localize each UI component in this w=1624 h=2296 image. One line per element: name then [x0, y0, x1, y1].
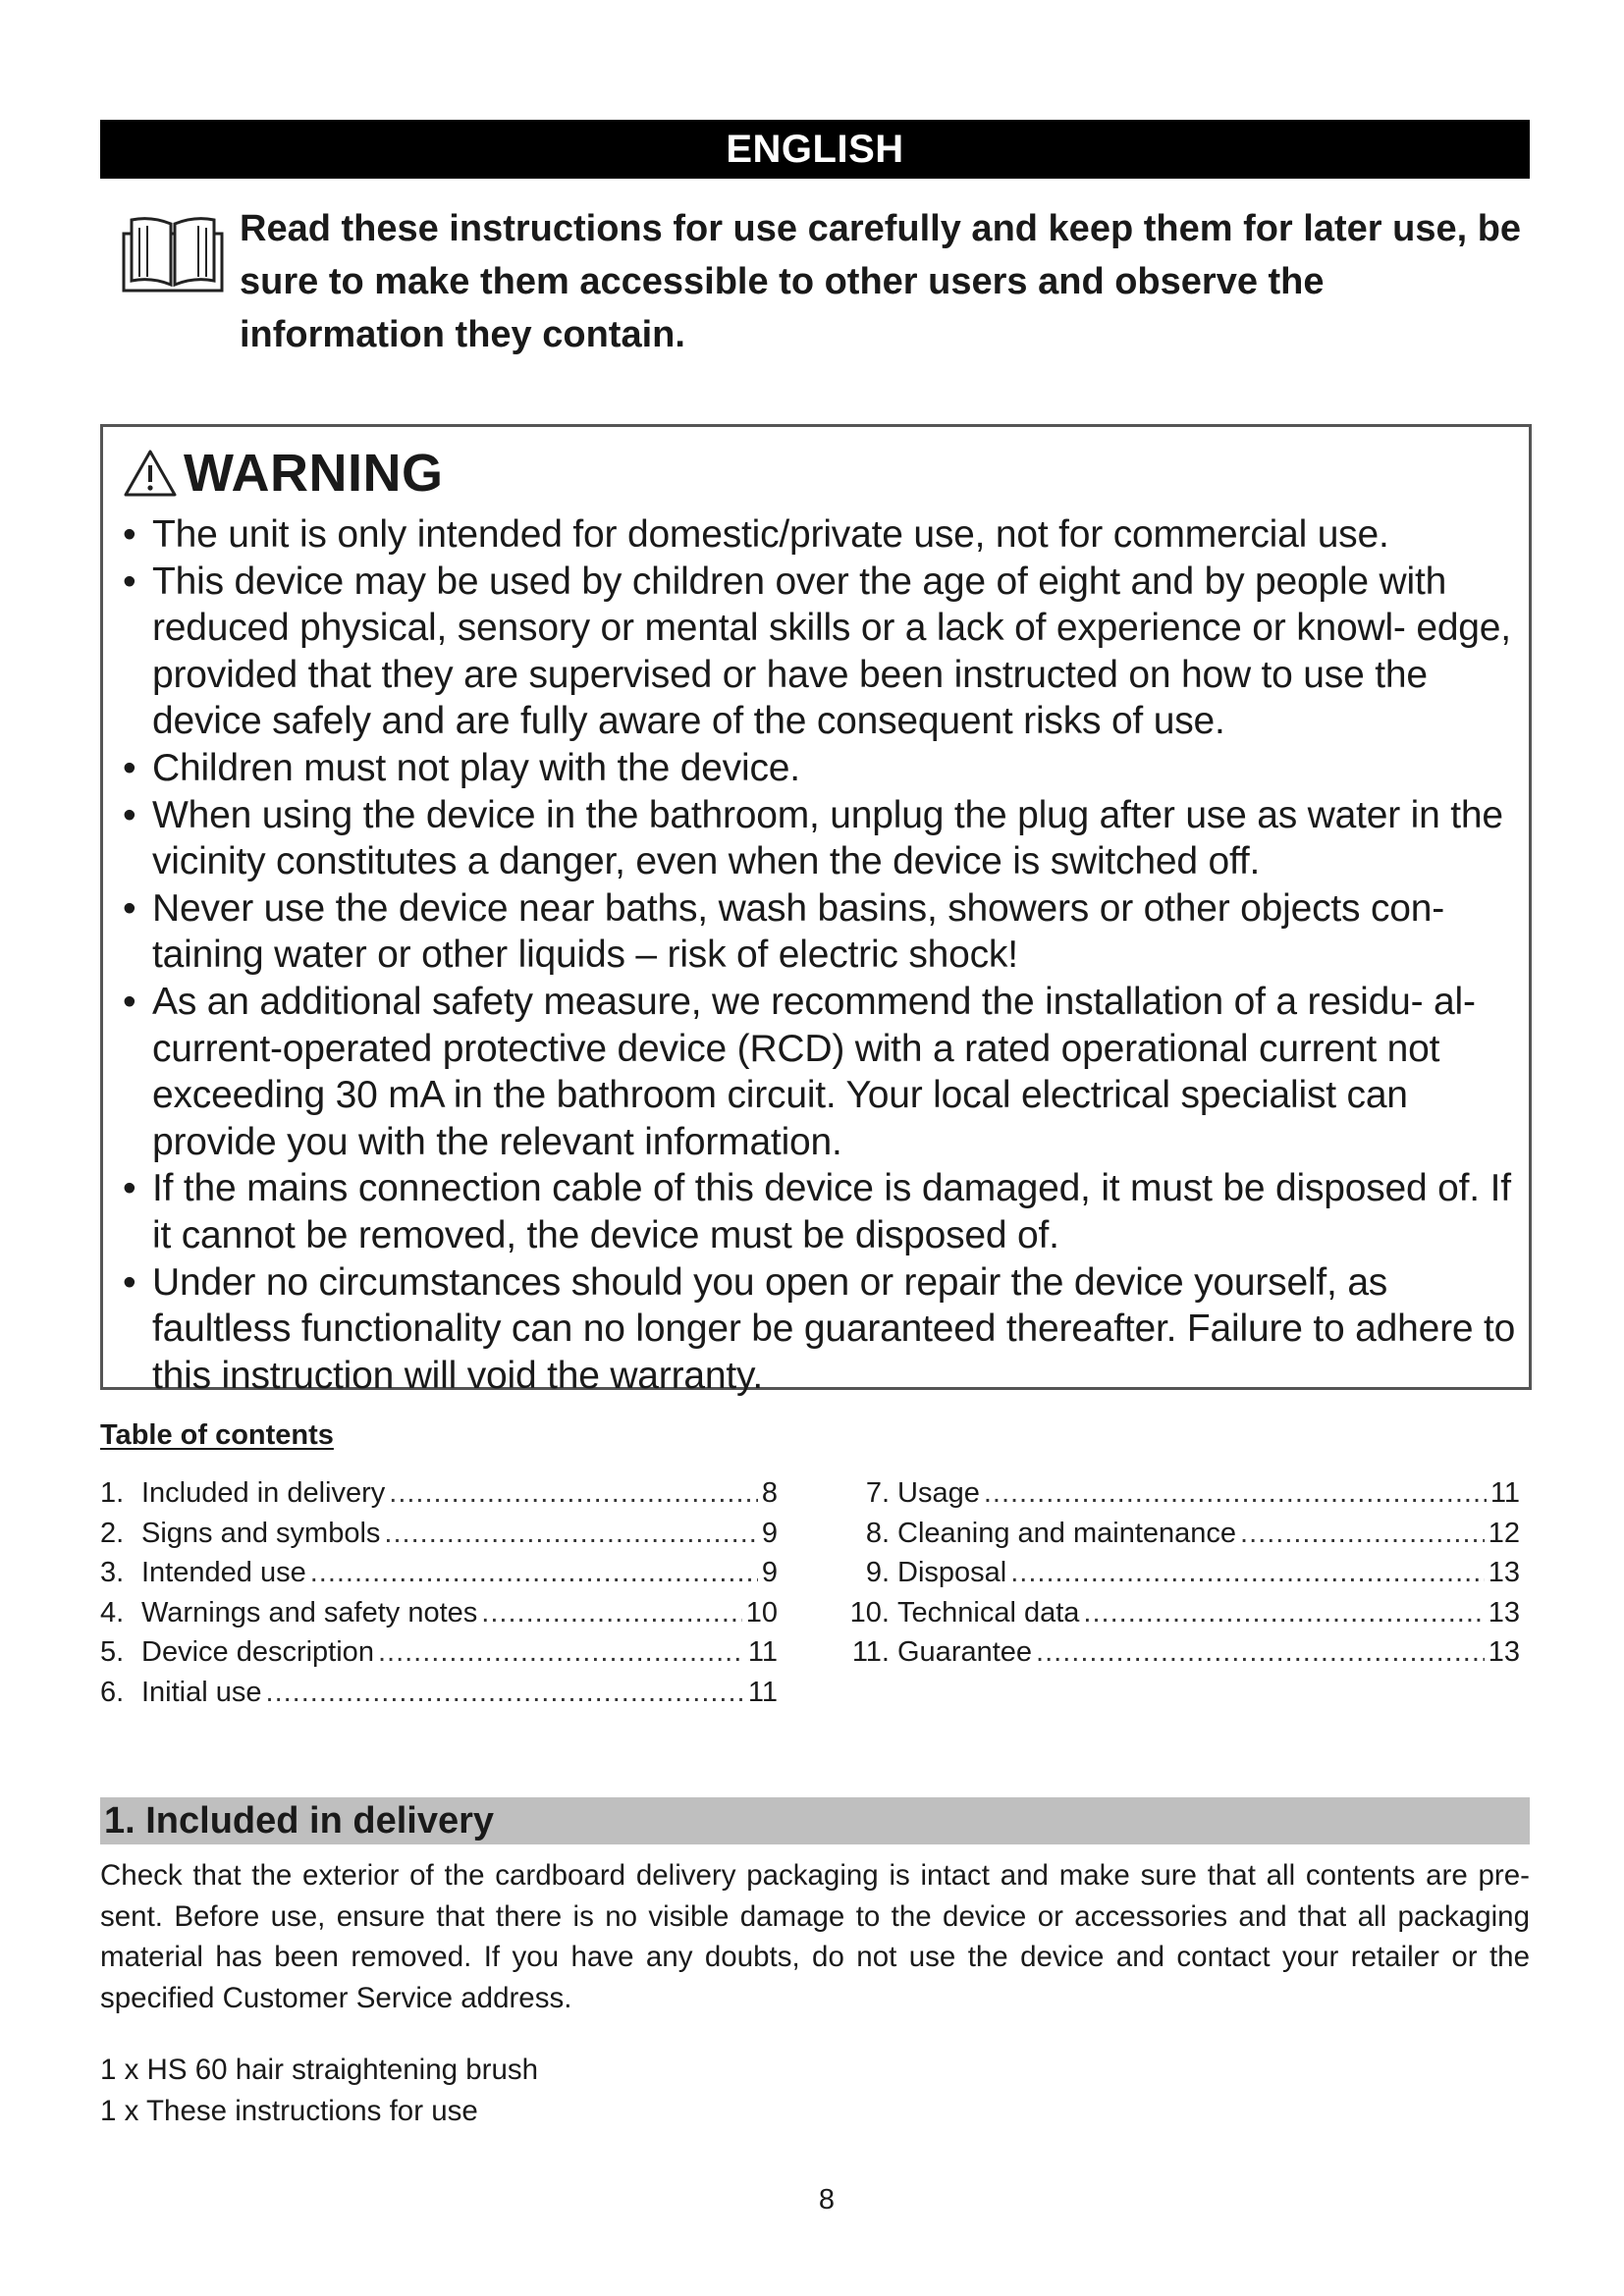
toc-entry-number: 4. [100, 1596, 125, 1629]
toc-entry-page: 8 [761, 1477, 778, 1509]
toc-entry-number: 6. [100, 1676, 125, 1708]
toc-entry [100, 1593, 778, 1633]
toc-entry-number: 7. [865, 1477, 890, 1509]
toc-entry-number: 9. [865, 1557, 890, 1588]
toc-entry [835, 1514, 1520, 1554]
section-body-text: Check that the exterior of the cardboard delivery packaging is intact and make sure that all contents are pre- sent. Before use, ensure that there is no visible damage to the device or accessories and that all packaging material has been removed. If you have any doubts, do not use the device and contact your retailer or the specified Customer Service address. [100, 1859, 1530, 2014]
warning-item: • This device may be used by children over the age of eight and by people with reduced physical, sensory or mental skills or a lack of experience or knowl- edge, provided that they are supervised or have been instructed on how to use the device safely and are fully aware of the consequent risks of use. [123, 559, 1517, 745]
toc-entry-number: 10. [849, 1596, 890, 1629]
toc-left-column [100, 1473, 778, 1712]
warning-item: • Children must not play with the device. [123, 745, 1517, 792]
intro-text: Read these instructions for use carefully and keep them for later use, be sure to make them accessible to other users and observe the information they contain. [240, 208, 1522, 355]
toc-leader-dots [1240, 1514, 1485, 1554]
toc-entry-label: Signs and symbols [141, 1517, 381, 1549]
toc-entry-page: 13 [1488, 1636, 1520, 1668]
toc-entry-page: 13 [1488, 1596, 1520, 1629]
language-header: ENGLISH [100, 120, 1530, 179]
toc-entry [100, 1632, 778, 1673]
toc-entry-page: 11 [747, 1676, 778, 1708]
toc-entry-page: 9 [761, 1557, 778, 1588]
toc-leader-dots [389, 1473, 758, 1514]
toc-leader-dots [984, 1473, 1487, 1514]
toc-entry-label: Device description [141, 1636, 374, 1668]
toc-entry [100, 1514, 778, 1554]
toc-entry-page: 11 [747, 1636, 778, 1668]
toc-leader-dots [378, 1632, 744, 1673]
toc-title: Table of contents [100, 1419, 334, 1451]
warning-item: • The unit is only intended for domestic/private use, not for commercial use. [123, 511, 1517, 559]
toc-entry-label: Technical data [897, 1596, 1080, 1629]
toc-entry-page: 9 [761, 1517, 778, 1549]
toc-entry-label: Warnings and safety notes [141, 1596, 478, 1629]
toc-entry-label: Initial use [141, 1676, 262, 1708]
warning-item: • When using the device in the bathroom, unplug the plug after use as water in the vicinity constitutes a danger, even when the device is switched off. [123, 792, 1517, 885]
toc-entry-label: Disposal [897, 1557, 1007, 1588]
toc-entry-page: 13 [1488, 1557, 1520, 1588]
toc-entry [835, 1593, 1520, 1633]
toc-entry-number: 5. [100, 1636, 125, 1668]
delivery-items-list [100, 2050, 538, 2131]
toc-entry-number: 1. [100, 1477, 125, 1509]
toc-entry-number: 8. [865, 1517, 890, 1549]
warning-item: • As an additional safety measure, we recommend the installation of a residu- al-current-operated protective device (RCD) with a rated operational current not exceeding 30 mA in the bathroom circuit. Your local electrical specialist can provide you with the relevant information. [123, 979, 1517, 1165]
toc-leader-dots [1083, 1593, 1484, 1633]
toc-entry-number: 11. [851, 1636, 890, 1668]
toc-leader-dots [1036, 1632, 1485, 1673]
toc-entry-label: Guarantee [897, 1636, 1033, 1668]
toc-leader-dots [266, 1673, 744, 1713]
toc-entry [835, 1473, 1520, 1514]
warning-item: • Under no circumstances should you open or repair the device yourself, as faultless functionality can no longer be guaranteed thereafter. Failure to adhere to this instruction will void the warranty. [123, 1259, 1517, 1400]
toc-leader-dots [384, 1514, 757, 1554]
toc-entry-label: Usage [897, 1477, 980, 1509]
warning-heading [123, 443, 443, 504]
toc-entry-label: Included in delivery [141, 1477, 386, 1509]
warning-title: WARNING [184, 444, 444, 503]
toc-right-column [835, 1473, 1520, 1673]
warning-box [100, 424, 1532, 1397]
toc-entry [100, 1553, 778, 1593]
warning-item: • If the mains connection cable of this device is damaged, it must be disposed of. If it cannot be removed, the device must be disposed of. [123, 1165, 1517, 1258]
warning-triangle-icon [123, 448, 178, 499]
warning-list [123, 511, 1517, 1399]
page-number: 8 [818, 2184, 836, 2216]
toc-entry-page: 12 [1488, 1517, 1520, 1549]
toc-entry-number: 2. [100, 1517, 125, 1549]
toc-entry-label: Cleaning and maintenance [897, 1517, 1237, 1549]
delivery-item: 1 x These instructions for use [100, 2094, 478, 2127]
toc-entry-page: 10 [745, 1596, 778, 1629]
section-heading-included-in-delivery: 1. Included in delivery [100, 1797, 1530, 1844]
warning-item: • Never use the device near baths, wash basins, showers or other objects con- taining water or other liquids – risk of electric shock! [123, 885, 1517, 979]
toc-entry-number: 3. [100, 1557, 125, 1588]
toc-leader-dots [481, 1593, 741, 1633]
toc-entry [835, 1553, 1520, 1593]
toc-entry-page: 11 [1489, 1477, 1520, 1509]
delivery-item: 1 x HS 60 hair straightening brush [100, 2054, 539, 2086]
toc-leader-dots [310, 1553, 758, 1593]
toc-entry [100, 1473, 778, 1514]
book-icon [122, 216, 224, 294]
toc-entry-label: Intended use [141, 1557, 306, 1588]
toc-entry [835, 1632, 1520, 1673]
toc-entry [100, 1673, 778, 1713]
toc-leader-dots [1010, 1553, 1485, 1593]
